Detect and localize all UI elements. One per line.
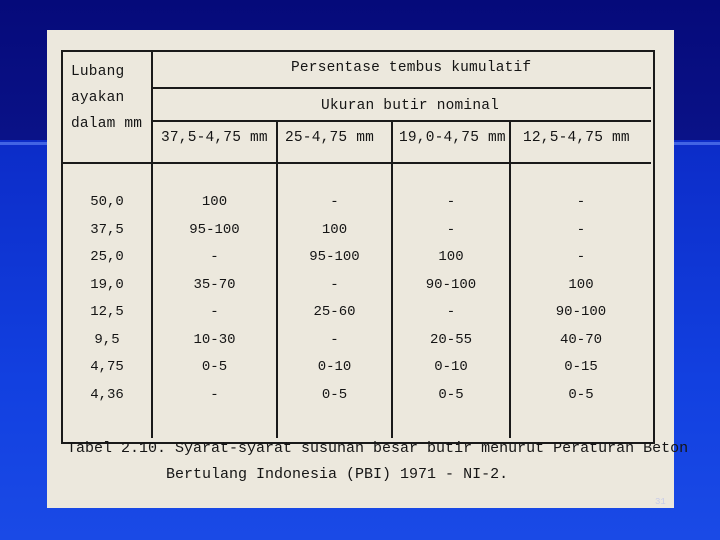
header-sieve-line2: ayakan <box>71 90 125 106</box>
col2-cell: 0-5 <box>321 386 348 403</box>
sieve-size-cell: 50,0 <box>90 194 124 210</box>
col1-cell: 35-70 <box>193 276 236 293</box>
col4-cell: 40-70 <box>559 331 602 348</box>
sieve-size-cell: 4,36 <box>90 386 124 403</box>
col4-cell: 0-15 <box>564 359 598 375</box>
sieve-size-cell: 4,75 <box>90 359 124 375</box>
sieve-size-cell: 12,5 <box>90 304 124 320</box>
grading-table <box>61 50 655 444</box>
header-sieve-line1: Lubang <box>71 64 125 80</box>
column-header-1: 37,5-4,75 mm <box>161 130 268 146</box>
caption-line-2: Bertulang Indonesia (PBI) 1971 - NI-2. <box>67 466 509 483</box>
col2-cell: 100 <box>321 221 348 238</box>
col1-cell: 0-5 <box>201 359 228 375</box>
col1-cell: 100 <box>201 194 228 210</box>
sieve-size-cell: 25,0 <box>90 249 124 265</box>
column-header-2: 25-4,75 mm <box>285 130 375 146</box>
divider-subtitle <box>151 120 651 122</box>
col1-cell: - <box>210 386 219 403</box>
col3-cell: 0-5 <box>438 386 464 403</box>
col2-cell: 25-60 <box>313 304 356 320</box>
divider-header-bottom <box>63 162 651 164</box>
col4-cell: 100 <box>568 276 594 293</box>
col2-cell: - <box>330 331 339 348</box>
divider-title <box>151 87 651 89</box>
header-subtitle: Ukuran butir nominal <box>321 98 500 114</box>
sieve-size-cell: 19,0 <box>90 276 124 293</box>
col3-cell: 100 <box>438 249 464 265</box>
col1-cell: 10-30 <box>193 331 236 348</box>
table-caption <box>67 436 688 488</box>
col4-cell: 0-5 <box>568 386 594 403</box>
col3-cell: - <box>446 221 456 238</box>
col1-cell: - <box>210 304 219 320</box>
col4-cell: - <box>576 249 586 265</box>
scanned-page <box>47 30 689 508</box>
col1-cell: - <box>210 249 219 265</box>
col4-cell: - <box>576 221 586 238</box>
column-header-4: 12,5-4,75 mm <box>523 130 630 146</box>
sieve-size-cell: 9,5 <box>94 331 120 348</box>
caption-line-1: Tabel 2.10. Syarat-syarat susunan besar butir menurut Peraturan Beton <box>67 440 689 457</box>
col1-cell: 95-100 <box>189 221 240 238</box>
col3-cell: 20-55 <box>429 331 472 348</box>
sieve-size-cell: 37,5 <box>90 221 124 238</box>
column-header-3: 19,0-4,75 mm <box>399 130 506 146</box>
col2-cell: - <box>330 276 339 293</box>
col3-cell: - <box>446 194 456 210</box>
col2-cell: 95-100 <box>309 249 360 265</box>
divider-first-col <box>151 52 153 438</box>
page-number: 31 <box>655 497 666 507</box>
col3-cell: 90-100 <box>425 276 477 293</box>
col2-cell: 0-10 <box>317 359 352 375</box>
col3-cell: 0-10 <box>434 359 468 375</box>
col3-cell: - <box>446 304 456 320</box>
col4-cell: - <box>576 194 586 210</box>
col2-cell: - <box>330 194 339 210</box>
header-sieve-line3: dalam mm <box>71 116 143 132</box>
col4-cell: 90-100 <box>555 304 607 320</box>
header-title: Persentase tembus kumulatif <box>291 60 532 76</box>
